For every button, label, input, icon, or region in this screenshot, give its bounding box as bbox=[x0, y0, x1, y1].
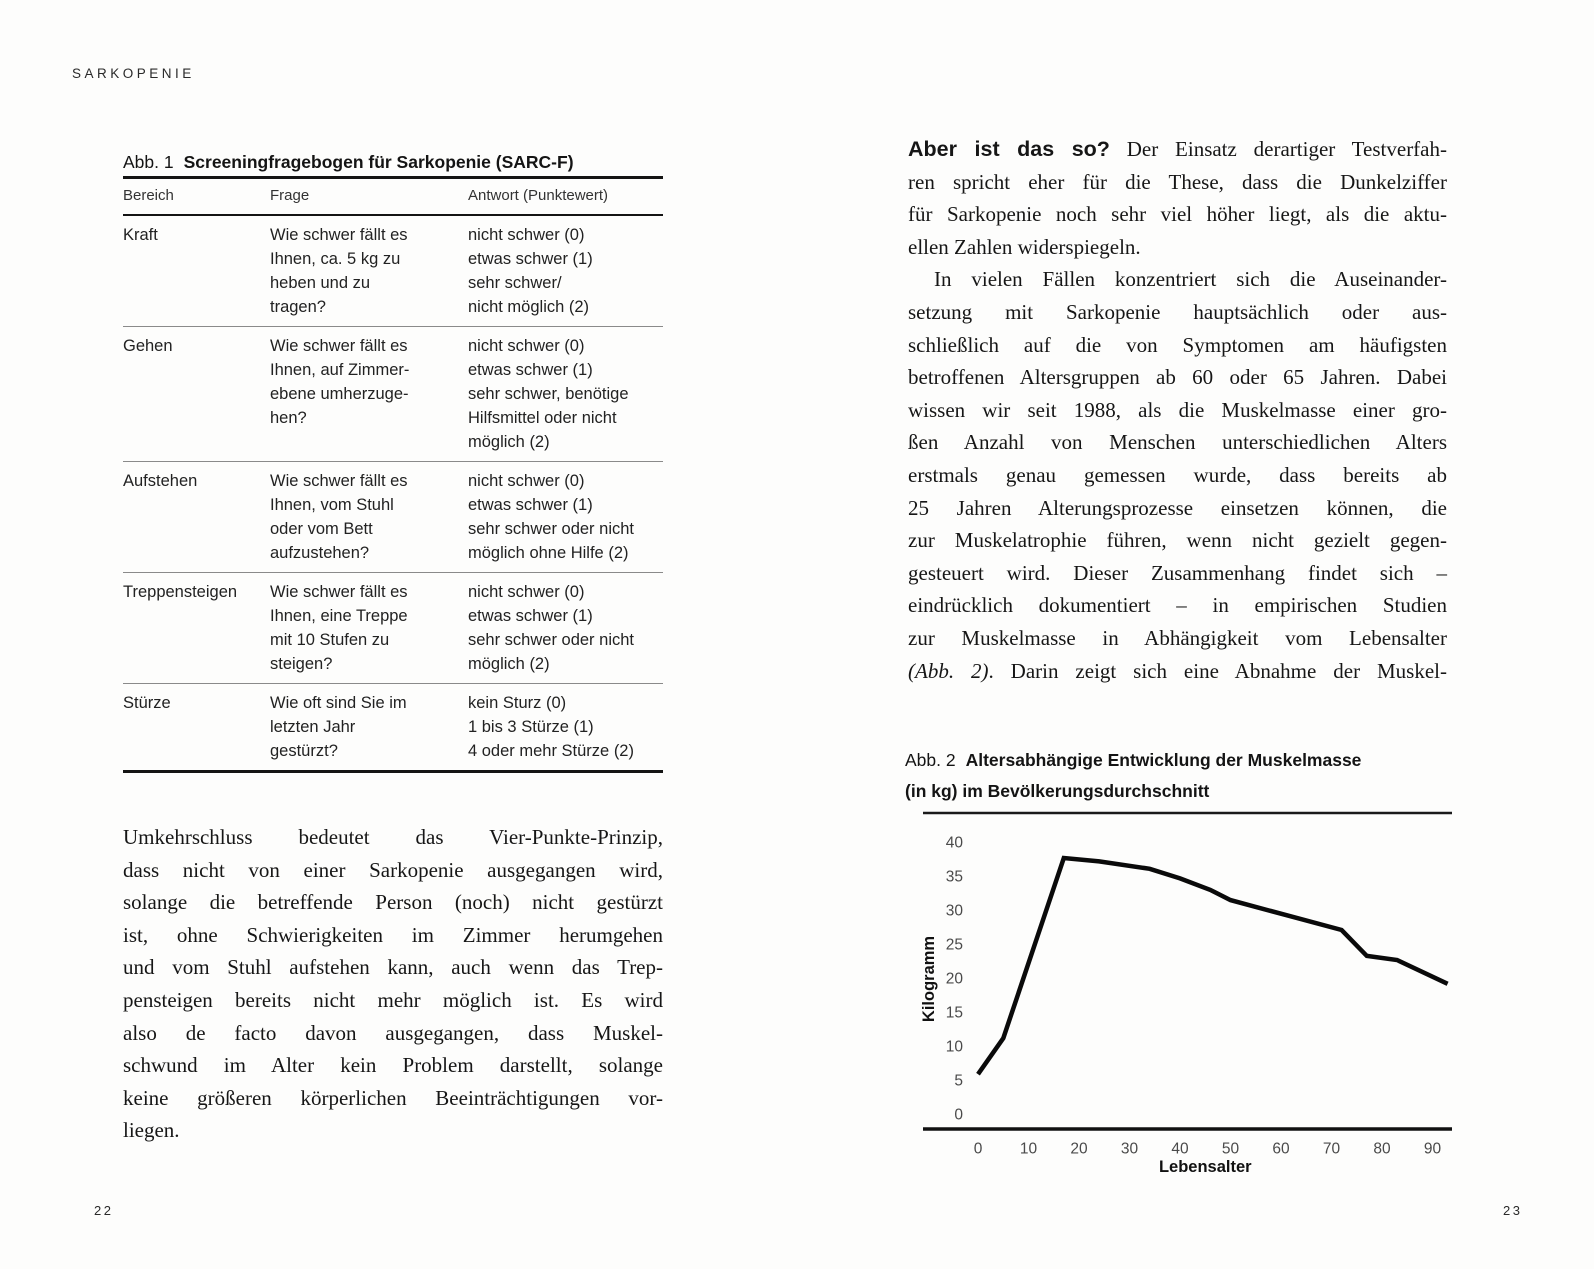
cell-line: Ihnen, auf Zimmer- bbox=[270, 361, 410, 379]
cell-line: sehr schwer oder nicht bbox=[468, 631, 634, 649]
table-row bbox=[123, 216, 663, 326]
text-segment: In vielen Fällen konzentriert sich die Auseinander- bbox=[934, 267, 1447, 292]
cell-frage bbox=[270, 334, 468, 454]
cell-line: Ihnen, vom Stuhl bbox=[270, 496, 394, 514]
running-head: SARKOPENIE bbox=[72, 66, 195, 81]
cell-line: Wie schwer fällt es bbox=[270, 583, 408, 601]
body-line bbox=[908, 296, 1447, 329]
text-segment: wissen wir seit 1988, als die Muskelmasse einer gro- bbox=[908, 397, 1447, 422]
cell-bereich bbox=[123, 334, 270, 454]
y-axis-title: Kilogramm bbox=[920, 935, 938, 1023]
cell-line: Ihnen, ca. 5 kg zu bbox=[270, 250, 401, 268]
cell-line: nicht schwer (0) bbox=[468, 583, 585, 601]
cell-line: gestürzt? bbox=[270, 742, 338, 760]
x-tick-label: 0 bbox=[973, 1140, 983, 1158]
table-row bbox=[123, 326, 663, 461]
body-line bbox=[123, 984, 663, 1017]
x-axis-title: Lebensalter bbox=[1158, 1158, 1252, 1176]
text-segment: pensteigen bereits nicht mehr möglich ist. Es wird bbox=[123, 987, 663, 1012]
cell-antwort bbox=[468, 334, 663, 454]
text-segment: ren spricht eher für die These, dass die Dunkelziffer bbox=[908, 169, 1447, 194]
page-number-left: 22 bbox=[94, 1203, 114, 1218]
body-line bbox=[908, 492, 1447, 525]
left-paragraph bbox=[123, 821, 663, 1147]
cell-line: nicht möglich (2) bbox=[468, 298, 590, 316]
paragraph-lead-in: Aber ist das so? bbox=[908, 137, 1110, 161]
table-body bbox=[123, 216, 663, 770]
body-line bbox=[123, 1017, 663, 1050]
figure2-caption-title: Altersabhängige Entwicklung der Muskelmasse bbox=[965, 750, 1362, 770]
body-line bbox=[908, 329, 1447, 362]
table-header-cell: Frage bbox=[270, 187, 310, 204]
cell-antwort bbox=[468, 469, 663, 565]
y-tick-label: 30 bbox=[945, 902, 963, 920]
body-line bbox=[123, 919, 663, 952]
body-line bbox=[908, 655, 1447, 688]
cell-line: 1 bis 3 Stürze (1) bbox=[468, 718, 594, 736]
text-segment: . Darin zeigt sich eine Abnahme der Muskel- bbox=[988, 658, 1447, 683]
y-tick-label: 0 bbox=[954, 1106, 963, 1124]
body-line bbox=[123, 951, 663, 984]
cell-line: Stürze bbox=[123, 694, 171, 712]
text-segment: dass nicht von einer Sarkopenie ausgegangen wird, bbox=[123, 857, 663, 882]
cell-line: aufzustehen? bbox=[270, 544, 370, 562]
cell-line: oder vom Bett bbox=[270, 520, 373, 538]
cell-line: Gehen bbox=[123, 337, 173, 355]
body-line bbox=[908, 166, 1447, 199]
y-tick-label: 5 bbox=[954, 1072, 963, 1090]
cell-line: etwas schwer (1) bbox=[468, 361, 593, 379]
cell-bereich bbox=[123, 691, 270, 763]
cell-line: möglich (2) bbox=[468, 655, 550, 673]
cell-line: letzten Jahr bbox=[270, 718, 356, 736]
body-line bbox=[123, 1114, 663, 1147]
body-line bbox=[908, 198, 1447, 231]
table-row bbox=[123, 683, 663, 770]
cell-line: 4 oder mehr Stürze (2) bbox=[468, 742, 634, 760]
body-line bbox=[123, 1049, 663, 1082]
table-header-cell: Bereich bbox=[123, 187, 174, 204]
page-number-right: 23 bbox=[1503, 1203, 1523, 1218]
text-segment: 25 Jahren Alterungsprozesse einsetzen können, die bbox=[908, 495, 1447, 520]
figure2-caption-line2: (in kg) im Bevölkerungsdurchschnitt bbox=[905, 781, 1210, 801]
y-tick-label: 20 bbox=[945, 970, 963, 988]
cell-line: heben und zu bbox=[270, 274, 371, 292]
table-row bbox=[123, 572, 663, 683]
cell-frage bbox=[270, 580, 468, 676]
cell-line: kein Sturz (0) bbox=[468, 694, 567, 712]
cell-bereich bbox=[123, 580, 270, 676]
cell-line: nicht schwer (0) bbox=[468, 337, 585, 355]
text-segment: zur Muskelmasse in Abhängigkeit vom Lebensalter bbox=[908, 625, 1447, 650]
cell-line: Wie schwer fällt es bbox=[270, 337, 408, 355]
body-line bbox=[908, 524, 1447, 557]
body-line bbox=[908, 622, 1447, 655]
cell-frage bbox=[270, 691, 468, 763]
body-line bbox=[908, 133, 1447, 166]
y-tick-label: 25 bbox=[945, 936, 963, 954]
cell-antwort bbox=[468, 580, 663, 676]
x-tick-label: 90 bbox=[1423, 1140, 1442, 1158]
cell-line: Aufstehen bbox=[123, 472, 198, 490]
figure2-chart bbox=[900, 798, 1460, 1183]
text-segment: schwund im Alter kein Problem darstellt, solange bbox=[123, 1053, 663, 1078]
figure1-caption-title: Screeningfragebogen für Sarkopenie (SARC-F) bbox=[183, 152, 574, 172]
cell-line: nicht schwer (0) bbox=[468, 472, 585, 490]
x-tick-label: 50 bbox=[1221, 1140, 1240, 1158]
x-tick-label: 40 bbox=[1171, 1140, 1189, 1158]
cell-line: etwas schwer (1) bbox=[468, 250, 593, 268]
x-tick-label: 70 bbox=[1322, 1140, 1341, 1158]
body-line bbox=[123, 854, 663, 887]
cell-bereich bbox=[123, 469, 270, 565]
cell-line: Hilfsmittel oder nicht bbox=[468, 409, 617, 427]
body-line bbox=[123, 821, 663, 854]
figure1-caption bbox=[123, 147, 668, 178]
body-line bbox=[908, 589, 1447, 622]
cell-line: mit 10 Stufen zu bbox=[270, 631, 390, 649]
cell-line: Ihnen, eine Treppe bbox=[270, 607, 408, 625]
cell-line: Wie schwer fällt es bbox=[270, 226, 408, 244]
body-line bbox=[908, 426, 1447, 459]
cell-line: Treppensteigen bbox=[123, 583, 238, 601]
cell-frage bbox=[270, 469, 468, 565]
y-tick-label: 15 bbox=[945, 1004, 963, 1022]
text-segment: gesteuert wird. Dieser Zusammenhang findet sich – bbox=[908, 560, 1447, 585]
body-line bbox=[123, 1082, 663, 1115]
text-segment: erstmals genau gemessen wurde, dass bereits ab bbox=[908, 462, 1447, 487]
cell-line: möglich ohne Hilfe (2) bbox=[468, 544, 629, 562]
muscle-mass-line bbox=[978, 858, 1448, 1074]
table-header-cell: Antwort (Punktewert) bbox=[468, 187, 609, 204]
cell-line: hen? bbox=[270, 409, 307, 427]
text-segment: Umkehrschluss bedeutet das Vier-Punkte-Prinzip, bbox=[123, 825, 663, 849]
cell-line: ebene umherzuge- bbox=[270, 385, 409, 403]
table-header-row bbox=[123, 179, 663, 216]
text-segment: ellen Zahlen widerspiegeln. bbox=[908, 234, 1141, 259]
cell-line: Wie schwer fällt es bbox=[270, 472, 408, 490]
body-line bbox=[908, 361, 1447, 394]
body-line bbox=[908, 231, 1447, 264]
text-segment: keine größeren körperlichen Beeinträchtigungen vor- bbox=[123, 1085, 663, 1110]
x-tick-label: 60 bbox=[1272, 1140, 1290, 1158]
cell-antwort bbox=[468, 691, 663, 763]
text-segment: und vom Stuhl aufstehen kann, auch wenn das Trep- bbox=[123, 955, 663, 980]
table-row bbox=[123, 461, 663, 572]
cell-line: möglich (2) bbox=[468, 433, 550, 451]
y-tick-label: 40 bbox=[945, 834, 963, 852]
cell-line: sehr schwer/ bbox=[468, 274, 562, 292]
cell-bereich bbox=[123, 223, 270, 319]
text-segment: eindrücklich dokumentiert – in empirischen Studien bbox=[908, 593, 1447, 618]
cell-line: nicht schwer (0) bbox=[468, 226, 585, 244]
text-segment: ßen Anzahl von Menschen unterschiedlichen Alters bbox=[908, 430, 1447, 455]
right-body-text bbox=[908, 133, 1447, 687]
figure1-caption-label: Abb. 1 bbox=[123, 152, 174, 172]
text-segment: ist, ohne Schwierigkeiten im Zimmer herumgehen bbox=[123, 922, 663, 947]
cell-line: etwas schwer (1) bbox=[468, 607, 593, 625]
cell-frage bbox=[270, 223, 468, 319]
text-segment: (Abb. 2) bbox=[908, 658, 989, 683]
cell-line: etwas schwer (1) bbox=[468, 496, 593, 514]
figure2-caption-line1 bbox=[905, 745, 1450, 776]
cell-line: sehr schwer oder nicht bbox=[468, 520, 634, 538]
text-segment: schließlich auf die von Symptomen am häufigsten bbox=[908, 332, 1447, 357]
cell-antwort bbox=[468, 223, 663, 319]
text-segment: liegen. bbox=[123, 1118, 180, 1143]
sarc-f-table bbox=[123, 176, 663, 773]
text-segment: betroffenen Altersgruppen ab 60 oder 65 Jahren. Dabei bbox=[908, 365, 1447, 390]
x-tick-label: 80 bbox=[1373, 1140, 1391, 1158]
cell-line: steigen? bbox=[270, 655, 333, 673]
cell-line: Kraft bbox=[123, 226, 158, 244]
cell-line: sehr schwer, benötige bbox=[468, 385, 629, 403]
cell-line: Wie oft sind Sie im bbox=[270, 694, 407, 712]
text-segment: solange die betreffende Person (noch) nicht gestürzt bbox=[123, 890, 663, 915]
x-tick-label: 30 bbox=[1120, 1140, 1139, 1158]
body-line bbox=[908, 394, 1447, 427]
y-tick-label: 10 bbox=[945, 1038, 963, 1056]
text-segment: setzung mit Sarkopenie hauptsächlich oder aus- bbox=[908, 299, 1447, 324]
text-segment: also de facto davon ausgegangen, dass Muskel- bbox=[123, 1020, 663, 1045]
body-line bbox=[123, 886, 663, 919]
figure2-caption-label: Abb. 2 bbox=[905, 750, 956, 770]
x-tick-label: 10 bbox=[1019, 1140, 1038, 1158]
text-segment: für Sarkopenie noch sehr viel höher liegt, als die aktu- bbox=[908, 202, 1447, 227]
cell-line: tragen? bbox=[270, 298, 326, 316]
text-segment: zur Muskelatrophie führen, wenn nicht gezielt gegen- bbox=[908, 528, 1447, 553]
body-line bbox=[908, 263, 1447, 296]
y-tick-label: 35 bbox=[945, 868, 963, 886]
text-segment: Der Einsatz derartiger Testverfah- bbox=[1109, 137, 1447, 161]
body-line bbox=[908, 459, 1447, 492]
x-tick-label: 20 bbox=[1070, 1140, 1088, 1158]
body-line bbox=[908, 557, 1447, 590]
